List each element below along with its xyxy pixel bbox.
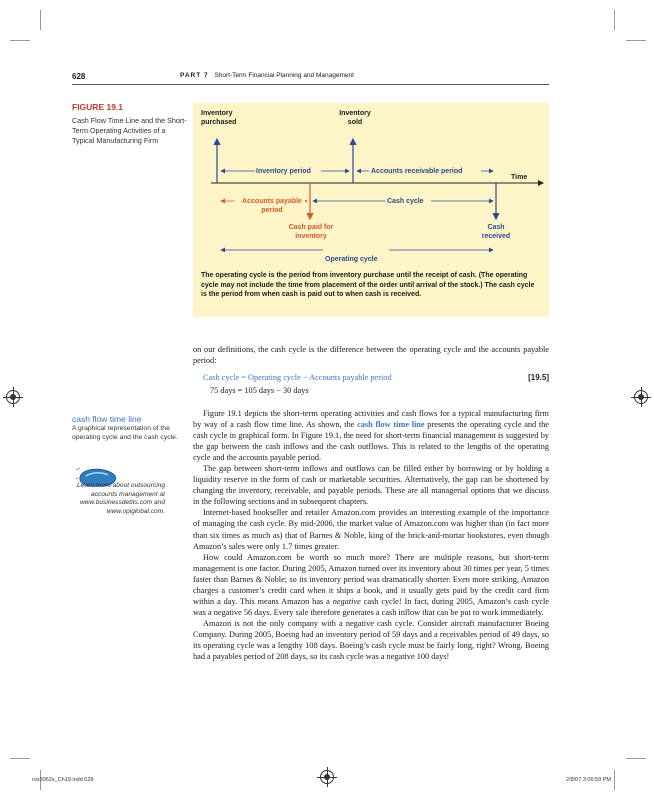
cash-paid-label: Cash paid for inventory [288,224,334,240]
crop-mark [10,758,30,759]
margin-web-text: Learn more about outsourcing accounts management at www.businessdebts.com and www.opiglobal.com. [77,482,165,515]
equation-example: 75 days = 105 days − 30 days [210,386,309,395]
cash-received-label: Cash received [481,224,511,240]
paragraph [193,552,549,618]
emphasis: negative [332,596,361,606]
running-head [180,72,354,79]
figure-caption: Cash Flow Time Line and the Short-Term Operating Activities of a Typical Manufacturing Firm [72,116,187,145]
equation-line [203,373,549,382]
paragraph: Internet-based bookseller and retailer Amazon.com provides an interesting example of the importance of managing the cash cycle. By mid-2006, the market value of Amazon.com was higher than (in fact more than six times as much as) that of Barnes & Noble, king of the brick-and-mortar bookstores, even though Amazon’s sales were only 1.7 times greater. [193,508,549,551]
margin-definition: A graphical representation of the operating cycle and the cash cycle. [72,425,178,441]
paragraph-text: Figure 19.1 depicts the short-term operating activities and cash flows for a typical manufacturing firm by way of a cash flow time line. As shown, the [193,409,549,430]
crop-mark [626,758,646,759]
inventory-period-label: Inventory period [256,168,311,175]
part-title: Short-Term Financial Planning and Management [214,72,354,79]
cash-cycle-label: Cash cycle [387,198,424,205]
crop-mark [40,10,41,30]
part-label: PART 7 [180,72,209,79]
inventory-sold-label: Inventory sold [339,110,371,126]
crop-mark [614,10,615,30]
paragraph: Amazon is not the only company with a negative cash cycle. Consider aircraft manufacturer Boeing Company. During 2005, Boeing had an inventory period of 59 days and a receivables period of 49 days, so its operating cycle was a lengthy 108 days. Boeing’s cash cycle must be fairly long, right? Wrong. Boeing had a payables period of 208 days, so its cash cycle was a negative 100 days! [193,618,549,662]
equation: Cash cycle = Operating cycle − Accounts payable period [203,373,392,382]
receivable-period-label: Accounts receivable period [371,168,463,175]
registration-mark-icon [6,390,20,404]
figure-label: FIGURE 19.1 [72,102,124,112]
registration-mark-icon [320,770,334,784]
header-rule [72,84,549,85]
paragraph: The gap between short-term inflows and outflows can be filled either by borrowing or by holding a liquidity reserve in the form of cash or marketable securities. Alternatively, the gap can be shortened by changing the inventory, receivable, and payable periods. These are all managerial options that we discuss in the following sections and in subsequent chapters. [193,464,549,507]
margin-web-note [72,482,187,516]
figure-cash-flow-time-line [193,103,549,317]
page-number: 628 [72,72,86,81]
key-term: cash flow time line [357,420,425,430]
registration-mark-icon [634,390,648,404]
payable-period-label: Accounts payable period [242,198,302,214]
margin-key-term: cash flow time line [72,414,142,424]
paragraph-text: How could Amazon.com be worth so much more? There are multiple reasons, but short-term management is one factor. During 2005, Amazon turned over its inventory about 30 times per year, 5 times faster than Barnes & Noble; so its inventory period was dramatically shorter. Even more striking, Amazon charges a customer’s credit card when it ships a book, and it usually gets paid by the credit card firm within a day. This means Amazon has a [193,552,549,606]
intro-paragraph [193,344,549,366]
paragraph-text: presents the operating cycle and the cash cycle in graphical form. In Figure 19.1, the need for short-term financial management is suggested by the gap between the cash inflows and the cash outflows. This is related to the lengths of the operating cycle and the accounts payable period. [193,420,549,463]
crop-mark [614,770,615,790]
body-paragraphs [193,408,549,662]
operating-cycle-label: Operating cycle [325,256,378,263]
paragraph-text: cash cycle! In fact, during 2005, Amazon’s cash cycle was a negative 56 days. Every sale therefore generates a cash inflow that can be put to work immediately. [193,596,549,617]
footer-file: ros3062x_Ch19.indd 628 [32,777,94,783]
equation-number: [19.5] [528,373,549,382]
inventory-purchased-label: Inventory purchased [201,110,237,126]
footer-timestamp: 2/8/07 3:06:59 PM [566,777,611,783]
intro-text: on our definitions, the cash cycle is the difference between the operating cycle and the accounts payable period: [193,345,549,366]
crop-mark [626,40,646,41]
time-label: Time [511,174,528,181]
figure-note: The operating cycle is the period from inventory purchase until the receipt of cash. (The operating cycle may not include the time from placement of the order until arrival of the stock.) The cash cycle is the period from when cash is paid out to when cash is received. [201,272,535,298]
crop-mark [10,40,30,41]
paragraph [193,408,549,463]
